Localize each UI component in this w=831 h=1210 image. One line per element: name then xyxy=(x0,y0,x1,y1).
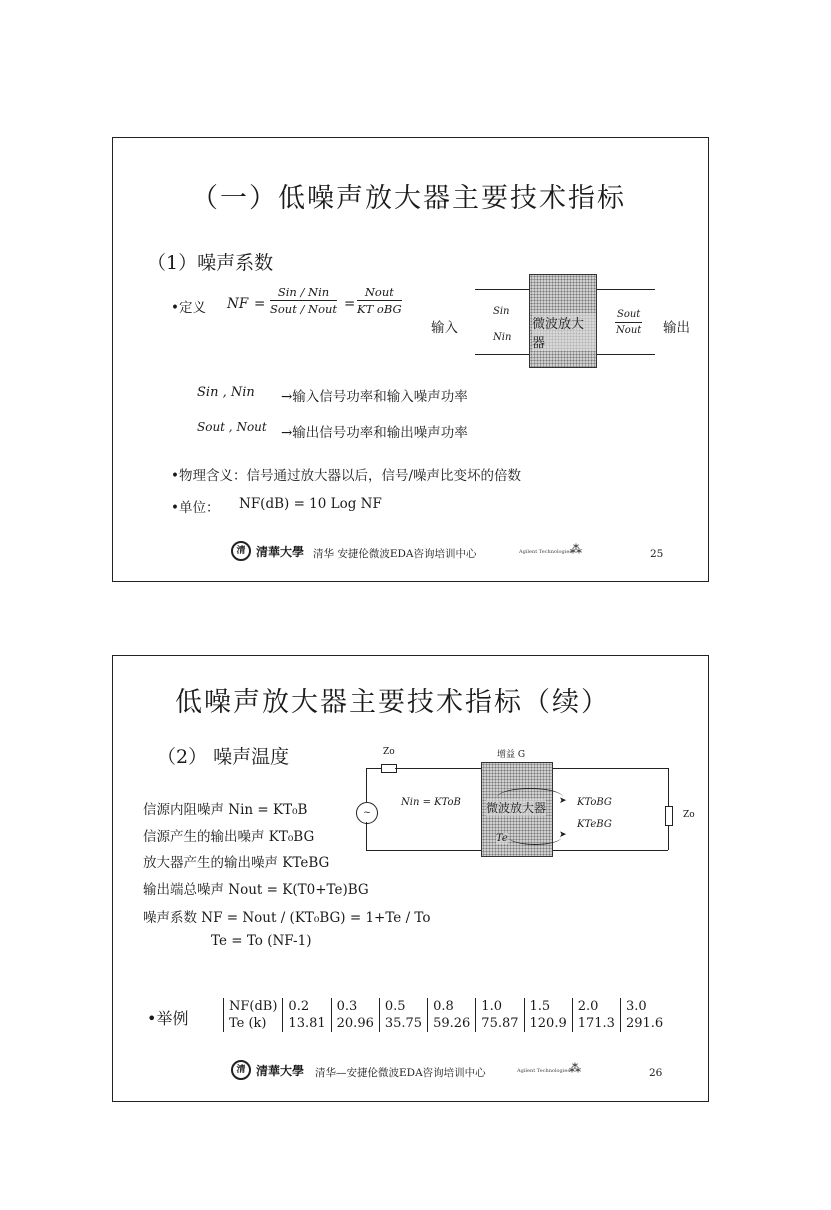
input-noise-label: Nin xyxy=(493,332,512,343)
source-impedance-label: Zo xyxy=(383,747,395,757)
table-cell: 291.6 xyxy=(620,1015,668,1032)
load-resistor-icon xyxy=(665,806,673,826)
physical-meaning: •物理含义：信号通过放大器以后，信号/噪声比变坏的倍数 xyxy=(171,468,522,484)
table-cell: 75.87 xyxy=(476,1015,524,1032)
slide-title: （一）低噪声放大器主要技术指标 xyxy=(191,183,626,214)
noise-ratio-fraction xyxy=(357,286,402,316)
equals-sign: = xyxy=(254,296,266,312)
table-cell: 1.5 xyxy=(524,998,572,1015)
input-label: 输入 xyxy=(431,320,458,336)
wire-top-right xyxy=(553,768,668,769)
table-row-label: NF(dB) xyxy=(224,998,283,1015)
output-wire-top xyxy=(597,289,655,290)
input-power-description: →输入信号功率和输入噪声功率 xyxy=(281,389,468,405)
table-row xyxy=(224,1015,669,1032)
input-signal-label: Sin xyxy=(493,306,510,317)
university-name: 清華大學 xyxy=(256,545,305,559)
equals-sign: = xyxy=(344,296,356,312)
fraction-denominator: Sout / Nout xyxy=(270,302,338,316)
input-wire-bottom xyxy=(475,354,530,355)
fraction-numerator: Sin / Nin xyxy=(270,286,337,301)
example-label: •举例 xyxy=(147,1009,189,1028)
slide-25 xyxy=(112,137,709,582)
output-wire-bottom xyxy=(597,354,655,355)
te-label: Te xyxy=(496,833,508,844)
noise-path-arrow-icon xyxy=(509,830,561,845)
university-name: 清華大學 xyxy=(256,1064,305,1078)
table-row xyxy=(224,998,669,1015)
amplifier-box xyxy=(529,274,597,368)
table-cell: 35.75 xyxy=(379,1015,427,1032)
arrow-head-icon: ➤ xyxy=(559,796,567,806)
output-power-description: →输出信号功率和输出噪声功率 xyxy=(281,425,468,441)
table-row-label: Te (k) xyxy=(224,1015,283,1032)
table-cell: 0.5 xyxy=(379,998,427,1015)
wire-bottom-right xyxy=(553,850,668,851)
output-noise-source-label: KToBG xyxy=(577,797,612,808)
spark-logo-icon: ⁂ xyxy=(570,542,582,556)
output-symbol: Sout , Nout xyxy=(197,420,267,434)
table-cell: 1.0 xyxy=(476,998,524,1015)
table-cell: 3.0 xyxy=(620,998,668,1015)
signal-path-arrow-icon xyxy=(497,788,563,807)
company-name: Agilent Technologies xyxy=(517,1068,570,1074)
unit-label: •单位： xyxy=(171,500,220,516)
snr-ratio-fraction xyxy=(270,286,337,316)
training-center: 清华 安捷伦微波EDA咨询培训中心 xyxy=(313,548,477,560)
page-number: 26 xyxy=(649,1067,663,1079)
wire-left-upper xyxy=(366,768,367,802)
formula-line-1: 信源内阻噪声 Nin = KT₀B xyxy=(143,802,308,818)
formula-line-3: 放大器产生的输出噪声 KTeBG xyxy=(143,855,330,871)
output-noise-label: Nout xyxy=(616,325,642,336)
table-cell: 0.2 xyxy=(283,998,331,1015)
table-cell: 0.3 xyxy=(331,998,379,1015)
section-heading: （2） 噪声温度 xyxy=(157,746,290,768)
input-wire-top xyxy=(475,289,530,290)
wire-top-left xyxy=(366,768,381,769)
te-formula: Te = To (NF-1) xyxy=(211,933,312,949)
noise-source-icon: ~ xyxy=(356,802,378,824)
output-label: 输出 xyxy=(663,320,690,336)
slide-title: 低噪声放大器主要技术指标（续） xyxy=(175,687,610,718)
fraction-denominator: KT oBG xyxy=(357,302,402,316)
formula-line-2: 信源产生的输出噪声 KT₀BG xyxy=(143,829,315,845)
load-impedance-label: Zo xyxy=(683,810,695,820)
spark-logo-icon: ⁂ xyxy=(569,1061,581,1075)
gain-label: 增益 G xyxy=(497,750,526,760)
university-logo-icon: 清 xyxy=(231,1060,251,1080)
arrow-head-icon: ➤ xyxy=(559,830,567,840)
university-logo-icon: 清 xyxy=(231,541,251,561)
amplifier-label: 微波放大器 xyxy=(532,313,596,351)
page-number: 25 xyxy=(650,548,664,560)
output-noise-amp-label: KTeBG xyxy=(577,819,612,830)
table-cell: 171.3 xyxy=(572,1015,620,1032)
table-cell: 2.0 xyxy=(572,998,620,1015)
output-snr-fraction xyxy=(615,309,642,337)
output-signal-label: Sout xyxy=(615,309,642,323)
input-symbol: Sin , Nin xyxy=(197,385,255,400)
wire-top-mid xyxy=(395,768,481,769)
company-name: Agilent Technologies xyxy=(519,549,572,555)
input-noise-label: Nin = KToB xyxy=(401,797,461,808)
formula-line-5: 噪声系数 NF = Nout / (KT₀BG) = 1+Te / To xyxy=(143,910,431,926)
training-center: 清华—安捷伦微波EDA咨询培训中心 xyxy=(315,1067,486,1079)
unit-formula: NF(dB) = 10 Log NF xyxy=(239,496,382,512)
example-table xyxy=(223,998,668,1032)
nf-symbol: NF xyxy=(227,296,249,312)
table-cell: 120.9 xyxy=(524,1015,572,1032)
wire-bottom-left xyxy=(366,850,481,851)
table-cell: 20.96 xyxy=(331,1015,379,1032)
table-cell: 13.81 xyxy=(283,1015,331,1032)
section-heading: （1）噪声系数 xyxy=(147,252,274,274)
wire-left-lower xyxy=(366,822,367,850)
formula-line-4: 输出端总噪声 Nout = K(T0+Te)BG xyxy=(143,882,369,898)
definition-label: •定义 xyxy=(171,300,206,316)
fraction-numerator: Nout xyxy=(357,286,402,301)
table-cell: 0.8 xyxy=(428,998,476,1015)
table-cell: 59.26 xyxy=(428,1015,476,1032)
amplifier-label: 微波放大器 xyxy=(486,801,547,815)
slide-26 xyxy=(112,655,709,1102)
